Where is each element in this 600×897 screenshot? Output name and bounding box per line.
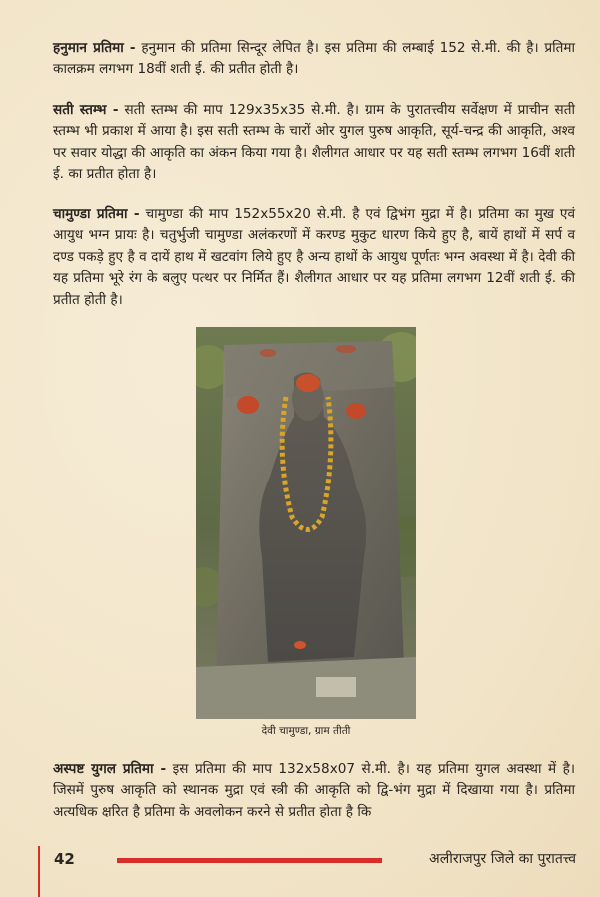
paragraph-text: चामुण्डा की माप 152x55x20 से.मी. है एवं द्विभंग मुद्रा में है। प्रतिमा का मुख एवं आयुध भग्न प्रायः है। चतुर्भुजी चामुण्डा अलंकरणों में करण्ड मुकुट धारण किये हुए है, बायें हाथों में सर्प व दण्ड पकड़े हुए है व दायें हाथ में खटवांग लिये हुए है अन्य हाथों के आयुध पूर्णतः भग्न अवस्था में है। देवी की यह प्रतिमा भूरे रंग के बलुए पत्थर पर निर्मित हैं। शैलीगत आधार पर यह प्रतिमा लगभग 12वीं शती ई. की प्रतीत होती है। xyxy=(53,206,576,308)
footer-left-rule xyxy=(38,846,40,897)
paragraph-text: सती स्तम्भ की माप 129x35x35 से.मी. है। ग्राम के पुरातत्त्वीय सर्वेक्षण में प्राचीन सती स्तम्भ भी प्रकाश में आया है। इस सती स्तम्भ के चारों ओर युगल पुरुष आकृति, सूर्य-चन्द्र की आकृति, अश्व पर सवार योद्धा की आकृति का अंकन किया गया है। शैलीगत आधार पर यह सती स्तम्भ लगभग 16वीं शती ई. का प्रतीत होता है। xyxy=(53,102,575,183)
figure-caption: देवी चामुण्डा, ग्राम तीती xyxy=(261,725,351,737)
paragraph-heading: अस्पष्ट युगल प्रतिमा - xyxy=(53,761,167,777)
footer-book-title: अलीराजपुर जिले का पुरातत्त्व xyxy=(429,851,576,867)
paragraph-heading: हनुमान प्रतिमा - xyxy=(53,40,136,56)
paragraph-hanuman xyxy=(53,38,575,81)
page-number: 42 xyxy=(54,850,75,868)
chamunda-statue-photo xyxy=(196,327,416,719)
footer-accent-bar xyxy=(117,858,382,863)
paragraph-heading: चामुण्डा प्रतिमा - xyxy=(53,206,140,222)
paragraph-aspasht-yugal xyxy=(53,759,575,823)
paragraph-text: इस प्रतिमा की माप 132x58x07 से.मी. है। यह प्रतिमा युगल अवस्था में है। जिसमें पुरुष आकृति को स्थानक मुद्रा एवं स्त्री की आकृति को द्वि-भंग मुद्रा में दिखाया गया है। प्रतिमा अत्यधिक क्षरित है प्रतिमा के अवलोकन करने से प्रतीत होता है कि xyxy=(53,761,575,820)
paragraph-chamunda xyxy=(53,204,575,311)
paragraph-heading: सती स्तम्भ - xyxy=(53,102,119,118)
paragraph-sati-stambh xyxy=(53,100,575,186)
paragraph-text: हनुमान की प्रतिमा सिन्दूर लेपित है। इस प्रतिमा की लम्बाई 152 से.मी. की है। प्रतिमा कालक्रम लगभग 18वीं शती ई. की प्रतीत होती है। xyxy=(53,40,575,78)
